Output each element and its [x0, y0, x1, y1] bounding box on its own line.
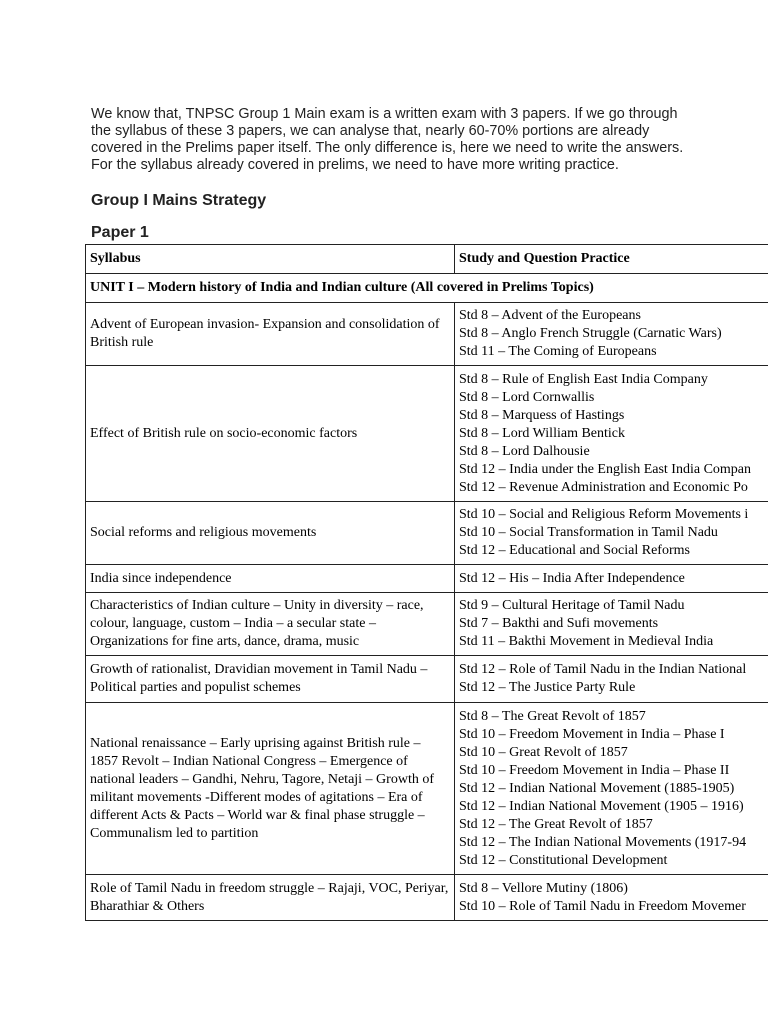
intro-paragraph: We know that, TNPSC Group 1 Main exam is a written exam with 3 papers. If we go through the syllabus of these 3 papers, we can analyse that, nearly 60-70% portions are already covered in the Prelims paper itself. The only difference is, here we need to write the answers. For the syllabus already covered in prelims, we need to have more writing practice.	[91, 106, 684, 174]
practice-item: Std 12 – The Justice Party Rule	[459, 680, 636, 695]
practice-item: Std 8 – The Great Revolt of 1857	[459, 708, 646, 724]
practice-item: Std 8 – Anglo French Struggle (Carnatic Wars)	[459, 326, 722, 341]
practice-item: Std 12 – Revenue Administration and Economic Po	[459, 479, 748, 495]
practice-item: Std 11 – Bakthi Movement in Medieval India	[459, 634, 714, 649]
practice-item: Std 8 – Rule of English East India Company	[459, 371, 708, 387]
practice-item: Std 12 – The Indian National Movements (1917-94	[459, 834, 747, 850]
practice-cell	[455, 502, 768, 565]
table-row	[86, 703, 768, 875]
practice-item: Std 12 – Educational and Social Reforms	[459, 543, 690, 558]
syllabus-cell: National renaissance – Early uprising against British rule – 1857 Revolt – Indian National Congress – Emergence of national leaders – Gandhi, Nehru, Tagore, Netaji – Growth of militant movements -Different modes of agitations – Era of different Acts & Pacts – World war & final phase struggle – Communalism led to partition	[86, 703, 455, 875]
header-practice: Study and Question Practice	[455, 245, 768, 274]
table-row	[86, 303, 768, 366]
table-row	[86, 656, 768, 703]
practice-item: Std 10 – Freedom Movement in India – Phase II	[459, 762, 730, 778]
syllabus-cell: Role of Tamil Nadu in freedom struggle – Rajaji, VOC, Periyar, Bharathiar & Others	[86, 875, 455, 921]
practice-item: Std 8 – Lord Dalhousie	[459, 443, 590, 459]
practice-item: Std 9 – Cultural Heritage of Tamil Nadu	[459, 598, 685, 613]
practice-item: Std 12 – India under the English East India Compan	[459, 461, 752, 477]
syllabus-cell: Advent of European invasion- Expansion and consolidation of British rule	[86, 303, 455, 366]
syllabus-cell: India since independence	[86, 565, 455, 593]
practice-item: Std 8 – Lord William Bentick	[459, 425, 625, 441]
syllabus-table	[85, 244, 768, 921]
practice-item: Std 12 – Constitutional Development	[459, 852, 668, 868]
unit-row	[86, 274, 768, 303]
practice-item: Std 10 – Great Revolt of 1857	[459, 744, 628, 760]
practice-item: Std 12 – Indian National Movement (1885-1905)	[459, 780, 735, 796]
table-row	[86, 502, 768, 565]
practice-item: Std 8 – Marquess of Hastings	[459, 407, 625, 423]
table-row	[86, 593, 768, 656]
practice-item: Std 10 – Social Transformation in Tamil Nadu	[459, 525, 718, 540]
practice-cell	[455, 366, 768, 502]
practice-cell	[455, 303, 768, 366]
practice-cell	[455, 565, 768, 593]
practice-item: Std 7 – Bakthi and Sufi movements	[459, 616, 659, 631]
table-header-row	[86, 245, 768, 274]
syllabus-cell: Effect of British rule on socio-economic factors	[86, 366, 455, 502]
practice-item: Std 10 – Social and Religious Reform Movements i	[459, 507, 749, 522]
paper-heading: Paper 1	[91, 224, 149, 241]
practice-item: Std 12 – Role of Tamil Nadu in the Indian National	[459, 662, 747, 677]
syllabus-cell: Social reforms and religious movements	[86, 502, 455, 565]
practice-cell	[455, 875, 768, 921]
practice-item: Std 11 – The Coming of Europeans	[459, 344, 657, 359]
practice-cell	[455, 593, 768, 656]
practice-cell	[455, 656, 768, 703]
header-syllabus: Syllabus	[86, 245, 455, 274]
table-row	[86, 875, 768, 921]
practice-item: Std 8 – Advent of the Europeans	[459, 308, 641, 323]
table-row	[86, 565, 768, 593]
section-heading: Group I Mains Strategy	[91, 192, 267, 209]
syllabus-cell: Growth of rationalist, Dravidian movement in Tamil Nadu – Political parties and populist schemes	[86, 656, 455, 703]
practice-item: Std 8 – Vellore Mutiny (1806)	[459, 880, 628, 896]
practice-cell	[455, 703, 768, 875]
practice-item: Std 12 – The Great Revolt of 1857	[459, 816, 653, 832]
practice-item: Std 10 – Freedom Movement in India – Phase I	[459, 726, 725, 742]
syllabus-cell: Characteristics of Indian culture – Unity in diversity – race, colour, language, custom – India – a secular state – Organizations for fine arts, dance, drama, music	[86, 593, 455, 656]
practice-item: Std 12 – His – India After Independence	[459, 570, 685, 586]
unit-title: UNIT I – Modern history of India and Indian culture (All covered in Prelims Topics)	[86, 274, 768, 303]
practice-item: Std 8 – Lord Cornwallis	[459, 389, 595, 405]
table-row	[86, 366, 768, 502]
practice-item: Std 12 – Indian National Movement (1905 – 1916)	[459, 798, 744, 814]
practice-item: Std 10 – Role of Tamil Nadu in Freedom Movemer	[459, 898, 746, 914]
